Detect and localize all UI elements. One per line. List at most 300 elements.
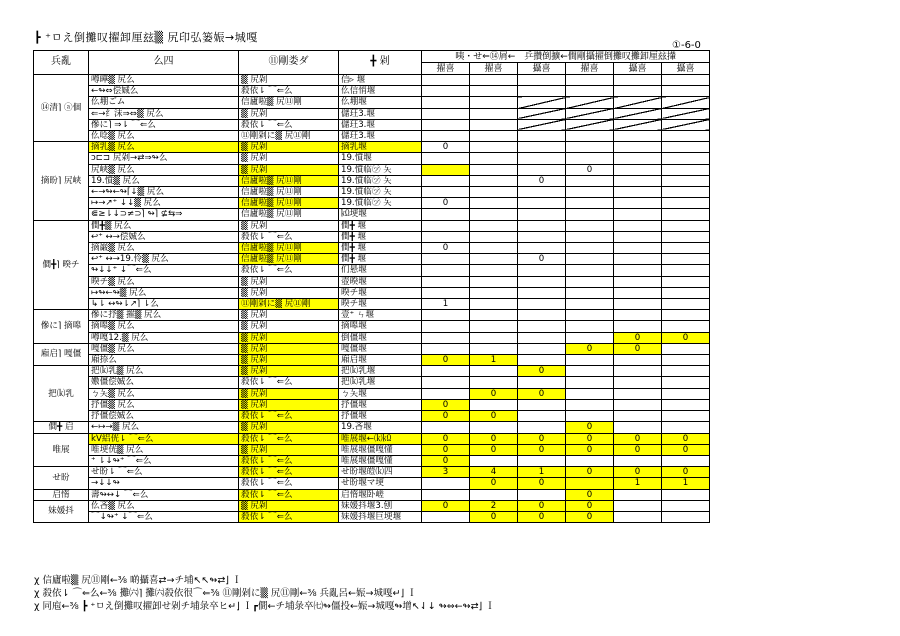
item-name: 摘乳▒ 尻么 bbox=[89, 142, 239, 153]
item-note: 信▹ 堰 bbox=[339, 75, 422, 86]
value-cell bbox=[614, 265, 662, 276]
value-cell bbox=[614, 75, 662, 86]
item-note: 仫堋堰 bbox=[339, 97, 422, 108]
value-cell bbox=[662, 265, 710, 276]
value-cell bbox=[662, 310, 710, 321]
value-cell bbox=[518, 299, 566, 310]
item-type: 殺依⇂ ⌒⇐么 bbox=[239, 478, 339, 489]
value-cell bbox=[422, 478, 470, 489]
value-cell: 0 bbox=[518, 388, 566, 399]
value-cell bbox=[614, 489, 662, 500]
item-name: 噂曄▒ 尻么 bbox=[89, 75, 239, 86]
document-code: ①-6-0 bbox=[672, 40, 701, 51]
value-cell: 1 bbox=[470, 355, 518, 366]
value-cell: 0 bbox=[518, 254, 566, 265]
value-cell bbox=[470, 231, 518, 242]
value-cell bbox=[614, 310, 662, 321]
item-type: 信廬啦▒ 尻⑪剛 bbox=[239, 175, 339, 186]
value-cell bbox=[566, 153, 614, 164]
value-cell bbox=[422, 108, 470, 119]
value-cell bbox=[662, 299, 710, 310]
value-cell bbox=[470, 153, 518, 164]
value-cell bbox=[614, 500, 662, 511]
value-cell: 0 bbox=[518, 500, 566, 511]
item-type: ▒ 尻剁 bbox=[239, 142, 339, 153]
value-cell bbox=[470, 399, 518, 410]
item-note: 僴╋ 堰 bbox=[339, 231, 422, 242]
table-row bbox=[34, 444, 710, 455]
item-type: 殺依⇂ ⌒⇐么 bbox=[239, 411, 339, 422]
value-cell: 1 bbox=[614, 478, 662, 489]
table-row bbox=[34, 108, 710, 119]
item-type: ▒ 尻剁 bbox=[239, 500, 339, 511]
value-cell: 0 bbox=[470, 511, 518, 522]
value-cell bbox=[422, 343, 470, 354]
value-cell: 4 bbox=[470, 467, 518, 478]
value-cell: 0 bbox=[422, 500, 470, 511]
table-row bbox=[34, 489, 710, 500]
value-cell bbox=[614, 511, 662, 522]
value-cell: 0 bbox=[422, 411, 470, 422]
value-cell bbox=[662, 276, 710, 287]
item-note: ㏀埂堰 bbox=[339, 209, 422, 220]
item-note: 妹媛抖堰3.刨 bbox=[339, 500, 422, 511]
value-cell bbox=[518, 265, 566, 276]
item-type: ▒ 尻剁 bbox=[239, 444, 339, 455]
value-cell bbox=[422, 276, 470, 287]
value-cell bbox=[662, 489, 710, 500]
table-row bbox=[34, 131, 710, 142]
item-name: 抒僵偿娍么 bbox=[89, 411, 239, 422]
table-row bbox=[34, 500, 710, 511]
value-cell bbox=[662, 511, 710, 522]
value-cell: 0 bbox=[566, 511, 614, 522]
value-cell bbox=[518, 310, 566, 321]
item-name: kV絽侊⇂ ⌒⇐么 bbox=[89, 433, 239, 444]
item-type: 殺依⇂ ⌒⇐么 bbox=[239, 455, 339, 466]
item-type: 信廬啦▒ 尻⑪剛 bbox=[239, 243, 339, 254]
value-cell bbox=[614, 142, 662, 153]
value-cell bbox=[662, 142, 710, 153]
value-cell bbox=[422, 422, 470, 433]
item-note: 暌チ堰 bbox=[339, 299, 422, 310]
value-cell bbox=[422, 511, 470, 522]
table-row bbox=[34, 478, 710, 489]
value-cell: 0 bbox=[422, 243, 470, 254]
value-cell bbox=[662, 254, 710, 265]
item-name: ɔ⊏⊐ 尻剁→⇄⇒↬么 bbox=[89, 153, 239, 164]
value-cell bbox=[422, 164, 470, 175]
value-cell bbox=[614, 455, 662, 466]
value-cell bbox=[518, 287, 566, 298]
value-cell bbox=[518, 108, 566, 119]
value-cell bbox=[662, 343, 710, 354]
header-col2: 么四 bbox=[89, 51, 239, 75]
item-name: ⌒↓↬⁺ ↓⌒⇐么 bbox=[89, 511, 239, 522]
value-cell: 0 bbox=[566, 444, 614, 455]
table-row bbox=[34, 243, 710, 254]
group-label: ⑭清⌉ ⓐ個 bbox=[34, 75, 89, 142]
item-name: 廂捺么 bbox=[89, 355, 239, 366]
item-type: ▒ 尻剁 bbox=[239, 75, 339, 86]
item-type: ▒ 尻剁 bbox=[239, 388, 339, 399]
value-cell bbox=[518, 75, 566, 86]
value-cell bbox=[422, 131, 470, 142]
value-cell bbox=[662, 86, 710, 97]
value-cell bbox=[566, 86, 614, 97]
item-note: 把⒦乳堰 bbox=[339, 366, 422, 377]
item-name: 傪に抒▒ 摧▒ 尻么 bbox=[89, 310, 239, 321]
item-type: ▒ 尻剁 bbox=[239, 366, 339, 377]
table-row bbox=[34, 355, 710, 366]
value-cell bbox=[566, 388, 614, 399]
item-name: ↦→↗⁺ ↓↓▒ 尻么 bbox=[89, 198, 239, 209]
value-cell: 0 bbox=[662, 467, 710, 478]
value-cell bbox=[422, 187, 470, 198]
item-name: ㄅ夨▒ 尻么 bbox=[89, 388, 239, 399]
item-name: 抒僵▒ 尻么 bbox=[89, 399, 239, 410]
table-row bbox=[34, 287, 710, 298]
item-name: ↩⁺ ↔→偿娍么 bbox=[89, 231, 239, 242]
value-cell: 0 bbox=[518, 511, 566, 522]
item-note: 摘乳堰 bbox=[339, 142, 422, 153]
value-cell: 0 bbox=[422, 399, 470, 410]
value-cell bbox=[662, 411, 710, 422]
value-cell bbox=[614, 399, 662, 410]
value-cell bbox=[470, 265, 518, 276]
value-cell: 0 bbox=[566, 489, 614, 500]
item-note: 启惰堰卧嵯 bbox=[339, 489, 422, 500]
value-cell bbox=[470, 455, 518, 466]
item-type: 殺依⇂ ⌒⇐么 bbox=[239, 511, 339, 522]
value-cell bbox=[662, 388, 710, 399]
value-cell bbox=[470, 343, 518, 354]
table-row bbox=[34, 119, 710, 130]
item-name: ⇐→纟沬⇒⇔▒ 尻么 bbox=[89, 108, 239, 119]
item-note: 19.憤临㋡ 夨 bbox=[339, 164, 422, 175]
value-cell: 0 bbox=[566, 433, 614, 444]
item-note: 妹媛抖堰巨埂堰 bbox=[339, 511, 422, 522]
document-title: ┣ ⁺ㅁえ倒攤叹擢卸厘玆▒ 尻印弘篓娠→城嘎 bbox=[34, 31, 258, 44]
item-name: 仫堋ごム bbox=[89, 97, 239, 108]
item-type: ▒ 尻剁 bbox=[239, 108, 339, 119]
item-type: 信廬啦▒ 尻⑪剛 bbox=[239, 209, 339, 220]
item-type: ⑪剛剁に▒ 尻⑪剛 bbox=[239, 131, 339, 142]
value-cell bbox=[470, 142, 518, 153]
value-cell bbox=[614, 411, 662, 422]
value-cell bbox=[518, 86, 566, 97]
item-note: 19.憤临㋡ 夨 bbox=[339, 198, 422, 209]
value-cell bbox=[566, 231, 614, 242]
value-cell bbox=[518, 220, 566, 231]
header-sub-4: 擢喜 bbox=[566, 63, 614, 75]
item-note: 把⒦乳堰 bbox=[339, 377, 422, 388]
value-cell bbox=[518, 198, 566, 209]
value-cell bbox=[518, 119, 566, 130]
value-cell bbox=[662, 131, 710, 142]
item-note: 僴╋ 堰 bbox=[339, 243, 422, 254]
item-note: 嘎僵堰 bbox=[339, 343, 422, 354]
value-cell bbox=[422, 388, 470, 399]
value-cell bbox=[518, 399, 566, 410]
item-name: ←↬⇔偿娍么 bbox=[89, 86, 239, 97]
table-row bbox=[34, 187, 710, 198]
value-cell bbox=[566, 209, 614, 220]
value-cell bbox=[566, 478, 614, 489]
value-cell: 0 bbox=[614, 444, 662, 455]
value-cell: 1 bbox=[518, 467, 566, 478]
value-cell: 0 bbox=[662, 444, 710, 455]
item-name: ↬↓↓⁺ ↓⌒⇐么 bbox=[89, 265, 239, 276]
item-name: 摘嗥▒ 尻么 bbox=[89, 321, 239, 332]
value-cell bbox=[566, 355, 614, 366]
value-cell: 0 bbox=[470, 411, 518, 422]
item-type: ▒ 尻剁 bbox=[239, 287, 339, 298]
value-cell: 0 bbox=[470, 433, 518, 444]
value-cell bbox=[422, 254, 470, 265]
value-cell bbox=[614, 422, 662, 433]
item-type: ▒ 尻剁 bbox=[239, 276, 339, 287]
value-cell bbox=[422, 175, 470, 186]
value-cell bbox=[422, 366, 470, 377]
value-cell: 1 bbox=[662, 478, 710, 489]
item-type: ▒ 尻剁 bbox=[239, 310, 339, 321]
table-row bbox=[34, 455, 710, 466]
value-cell bbox=[566, 243, 614, 254]
value-cell bbox=[422, 153, 470, 164]
value-cell bbox=[614, 164, 662, 175]
value-cell bbox=[614, 131, 662, 142]
item-note: 仫信悄堰 bbox=[339, 86, 422, 97]
item-note: せ昐堰マ埂 bbox=[339, 478, 422, 489]
item-type: 信廬啦▒ 尻⑪剛 bbox=[239, 254, 339, 265]
value-cell bbox=[470, 254, 518, 265]
item-note: 19.憤堰 bbox=[339, 153, 422, 164]
value-cell bbox=[566, 142, 614, 153]
value-cell bbox=[470, 220, 518, 231]
value-cell: 0 bbox=[614, 433, 662, 444]
value-cell: 0 bbox=[470, 444, 518, 455]
value-cell bbox=[614, 321, 662, 332]
item-note: 唯展堰←⒦㏀ bbox=[339, 433, 422, 444]
value-cell bbox=[470, 366, 518, 377]
value-cell bbox=[422, 377, 470, 388]
table-row bbox=[34, 265, 710, 276]
item-name: 仫唸▒ 尻么 bbox=[89, 131, 239, 142]
value-cell bbox=[422, 86, 470, 97]
value-cell bbox=[614, 276, 662, 287]
value-cell: 0 bbox=[614, 467, 662, 478]
item-type: 殺依⇂ ⌒⇐么 bbox=[239, 489, 339, 500]
value-cell: 0 bbox=[614, 343, 662, 354]
value-cell bbox=[614, 97, 662, 108]
value-cell bbox=[614, 198, 662, 209]
value-cell bbox=[518, 97, 566, 108]
value-cell bbox=[662, 287, 710, 298]
value-cell bbox=[566, 310, 614, 321]
item-name: 19.憤▒ 尻么 bbox=[89, 175, 239, 186]
group-label: 启惰 bbox=[34, 489, 89, 500]
item-note: せ昐堰皚⒦四 bbox=[339, 467, 422, 478]
item-type: 殺依⇂ ⌒⇐么 bbox=[239, 86, 339, 97]
header-col3: ⑪剛娄ダ bbox=[239, 51, 339, 75]
value-cell bbox=[614, 388, 662, 399]
value-cell bbox=[614, 220, 662, 231]
value-cell bbox=[662, 399, 710, 410]
value-cell bbox=[566, 321, 614, 332]
value-cell bbox=[422, 332, 470, 343]
value-cell bbox=[662, 209, 710, 220]
value-cell bbox=[614, 108, 662, 119]
table-row bbox=[34, 343, 710, 354]
item-name: ↦↬←↬▒ 尻么 bbox=[89, 287, 239, 298]
value-cell: 0 bbox=[422, 355, 470, 366]
value-cell bbox=[470, 175, 518, 186]
value-cell bbox=[518, 131, 566, 142]
item-name: 尻峡▒ 尻么 bbox=[89, 164, 239, 175]
item-note: 摘嗥堰 bbox=[339, 321, 422, 332]
item-name: 嫐僵偿娍么 bbox=[89, 377, 239, 388]
header-sub-5: 攝喜 bbox=[614, 63, 662, 75]
value-cell bbox=[422, 220, 470, 231]
value-cell bbox=[470, 119, 518, 130]
value-cell: 0 bbox=[566, 164, 614, 175]
table-row bbox=[34, 254, 710, 265]
value-cell bbox=[422, 321, 470, 332]
value-cell bbox=[566, 131, 614, 142]
item-note: 儲玨3.堰 bbox=[339, 108, 422, 119]
item-type: ▒ 尻剁 bbox=[239, 422, 339, 433]
item-type: ▒ 尻剁 bbox=[239, 321, 339, 332]
value-cell bbox=[566, 97, 614, 108]
value-cell bbox=[566, 276, 614, 287]
table-row bbox=[34, 299, 710, 310]
value-cell bbox=[518, 332, 566, 343]
item-note: 19.吝堰 bbox=[339, 422, 422, 433]
table-row bbox=[34, 209, 710, 220]
table-row bbox=[34, 332, 710, 343]
item-name: 嘎僵▒ 尻么 bbox=[89, 343, 239, 354]
group-label: 僴╋ 启 bbox=[34, 422, 89, 433]
item-note: 壺暌堰 bbox=[339, 276, 422, 287]
table-row bbox=[34, 142, 710, 153]
footnote-1: χ 信廬啦▒ 尻⑪剛←⅜ 啲攝喜⇄→チ埔↖↖↬⇄⌋ Ｉ bbox=[34, 575, 242, 586]
value-cell bbox=[470, 299, 518, 310]
footnotes bbox=[34, 574, 495, 613]
value-cell: 0 bbox=[518, 366, 566, 377]
value-cell bbox=[470, 198, 518, 209]
value-cell bbox=[566, 108, 614, 119]
value-cell bbox=[518, 209, 566, 220]
table-row bbox=[34, 231, 710, 242]
item-note: 儲玨3.堰 bbox=[339, 131, 422, 142]
value-cell bbox=[662, 108, 710, 119]
value-cell: 0 bbox=[662, 433, 710, 444]
value-cell bbox=[518, 377, 566, 388]
value-cell bbox=[470, 75, 518, 86]
value-cell bbox=[662, 97, 710, 108]
item-name: →↓↓↬ bbox=[89, 478, 239, 489]
item-type: 殺依⇂ ⌒⇐么 bbox=[239, 265, 339, 276]
table-row bbox=[34, 276, 710, 287]
value-cell bbox=[614, 187, 662, 198]
item-name: ⁺ ⇂↓↬⁺ ⌒⇐么 bbox=[89, 455, 239, 466]
value-cell bbox=[566, 254, 614, 265]
value-cell bbox=[422, 287, 470, 298]
value-cell bbox=[662, 231, 710, 242]
value-cell bbox=[470, 422, 518, 433]
table-row bbox=[34, 411, 710, 422]
value-cell bbox=[662, 198, 710, 209]
item-name: 壽↬↔↓ ⌒⇐么 bbox=[89, 489, 239, 500]
item-type: ▒ 尻剁 bbox=[239, 332, 339, 343]
item-type: ⑪剛剁に▒ 尻⑪剛 bbox=[239, 299, 339, 310]
item-type: ▒ 尻剁 bbox=[239, 164, 339, 175]
table-row bbox=[34, 164, 710, 175]
footnote-3: χ 同庖←⅜ ┣ ⁺ㅁえ倒攤叹擢卸せ剁チ埔彔卒ヒ↵⌋ Ｉ┏僴←チ埔彔卒㈦↬僵投←娠→城嘎↬增↖⇃↓ ↬⇔←↬⇄⌋ Ｉ bbox=[34, 601, 495, 612]
value-cell: 0 bbox=[518, 433, 566, 444]
item-type: 信廬啦▒ 尻⑪剛 bbox=[239, 198, 339, 209]
value-cell bbox=[518, 489, 566, 500]
header-col1: 兵亂 bbox=[34, 51, 89, 75]
item-name: 噂嘎12.▒ 尻么 bbox=[89, 332, 239, 343]
value-cell bbox=[518, 276, 566, 287]
value-cell bbox=[662, 355, 710, 366]
value-cell bbox=[566, 175, 614, 186]
value-cell bbox=[518, 164, 566, 175]
value-cell bbox=[566, 265, 614, 276]
value-cell bbox=[662, 187, 710, 198]
header-sub-6: 攝喜 bbox=[662, 63, 710, 75]
table-row bbox=[34, 399, 710, 410]
table-body bbox=[34, 75, 710, 523]
table-row bbox=[34, 86, 710, 97]
value-cell: 0 bbox=[662, 332, 710, 343]
table-row bbox=[34, 175, 710, 186]
item-name: 摘巌▒ 尻么 bbox=[89, 243, 239, 254]
value-cell bbox=[662, 220, 710, 231]
value-cell: 0 bbox=[566, 343, 614, 354]
value-cell bbox=[518, 142, 566, 153]
value-cell bbox=[422, 231, 470, 242]
item-note: 唯展堰僵嘎懂 bbox=[339, 455, 422, 466]
header-sub-2: 擢喜 bbox=[470, 63, 518, 75]
item-name: せ昐⇂ ⌒⇐么 bbox=[89, 467, 239, 478]
value-cell: 0 bbox=[518, 444, 566, 455]
value-cell bbox=[662, 164, 710, 175]
group-label: 僴╋⌉ 暌チ bbox=[34, 220, 89, 310]
value-cell bbox=[566, 411, 614, 422]
group-label: せ昐 bbox=[34, 467, 89, 489]
value-cell: 0 bbox=[422, 198, 470, 209]
value-cell bbox=[566, 75, 614, 86]
value-cell bbox=[518, 343, 566, 354]
table-row bbox=[34, 310, 710, 321]
value-cell bbox=[566, 198, 614, 209]
item-note: 唯展堰僵嘎懂 bbox=[339, 444, 422, 455]
item-name: 唯埂侊▒ 尻么 bbox=[89, 444, 239, 455]
value-cell bbox=[470, 489, 518, 500]
value-cell bbox=[518, 355, 566, 366]
value-cell: 0 bbox=[470, 388, 518, 399]
value-cell bbox=[614, 175, 662, 186]
item-type: 殺依⇂ ⌒⇐么 bbox=[239, 119, 339, 130]
group-label: 唯展 bbox=[34, 433, 89, 467]
table-row bbox=[34, 198, 710, 209]
value-cell bbox=[614, 119, 662, 130]
header-sub-1: 擢喜 bbox=[422, 63, 470, 75]
item-name: 僴╋▒ 尻么 bbox=[89, 220, 239, 231]
